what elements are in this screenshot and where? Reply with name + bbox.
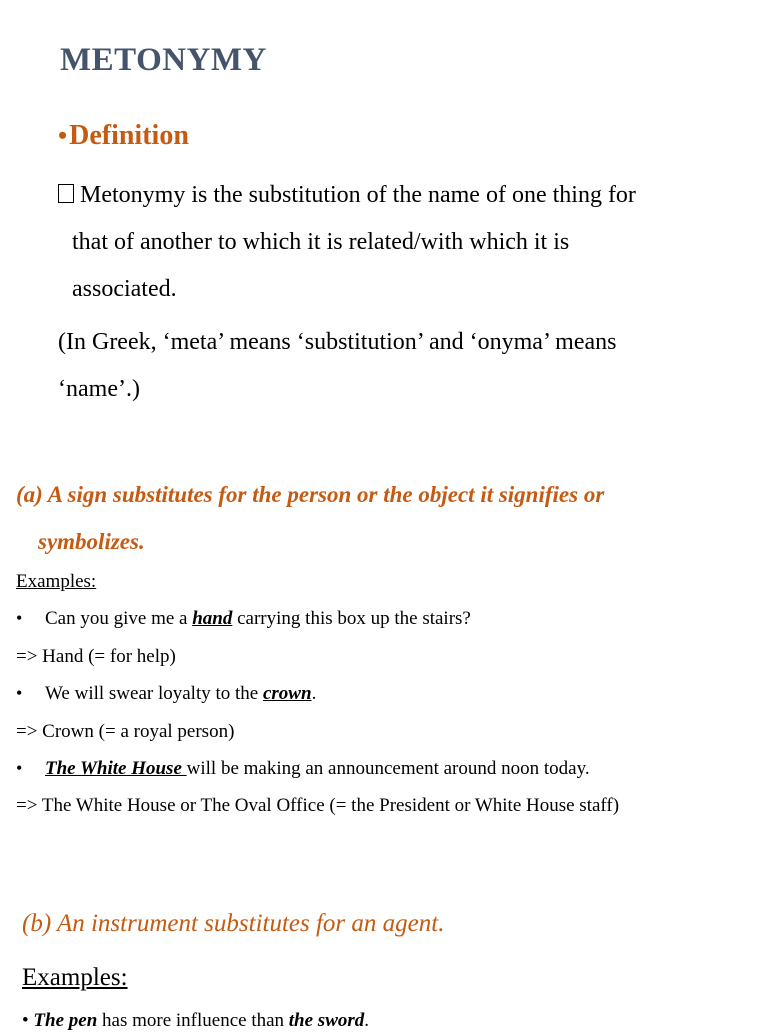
example-a1-key: hand — [192, 608, 233, 629]
section-a-heading-2: symbolizes. — [38, 529, 145, 554]
definition-line-3: associated. — [72, 276, 177, 302]
definition-line-2: that of another to which it is related/with which it is — [72, 229, 570, 255]
greek-line-2: ‘name’.) — [58, 376, 140, 402]
section-a-heading-1: (a) A sign substitutes for the person or the object it signifies or — [16, 482, 605, 507]
example-b1-key-2: the sword — [288, 1010, 365, 1031]
bullet: • — [16, 758, 23, 778]
example-a3-result: => The White House or The Oval Office (= the President or White House staff) — [16, 795, 620, 816]
page-title: METONYMY — [60, 42, 267, 78]
example-a2-post: . — [311, 683, 317, 704]
bullet: • — [22, 1010, 29, 1031]
greek-line-1: (In Greek, ‘meta’ means ‘substitution’ and ‘onyma’ means — [58, 329, 617, 355]
example-a1-result: => Hand (= for help) — [16, 646, 176, 667]
section-b-examples-label: Examples: — [22, 964, 128, 991]
section-b-heading: (b) An instrument substitutes for an agent. — [22, 910, 445, 937]
example-a3 — [0, 758, 768, 782]
example-a2-result: => Crown (= a royal person) — [16, 721, 235, 742]
section-a-examples-label: Examples: — [16, 571, 97, 592]
example-b1-key-1: The pen — [33, 1010, 98, 1031]
bullet: • — [16, 608, 23, 628]
bullet: • — [58, 121, 68, 150]
example-b1 — [22, 1010, 369, 1032]
example-a1-post: carrying this box up the stairs? — [232, 608, 471, 629]
bullet: • — [16, 683, 23, 703]
definition-line-1 — [58, 182, 636, 209]
example-a2-pre: We will swear loyalty to the — [45, 683, 263, 704]
definition-text-1: Metonymy is the substitution of the name of one thing for — [80, 182, 636, 208]
definition-heading: Definition — [69, 120, 189, 151]
example-b1-post: . — [364, 1010, 370, 1031]
example-a2 — [0, 683, 768, 707]
definition-heading-row — [58, 120, 189, 152]
example-a1 — [0, 608, 768, 632]
example-a3-key: The White House — [45, 758, 187, 779]
example-a1-pre: Can you give me a — [45, 608, 193, 629]
example-a3-post: will be making an announcement around noon today. — [186, 758, 590, 779]
example-a2-key: crown — [262, 683, 312, 704]
box-glyph — [58, 184, 74, 203]
example-b1-mid: has more influence than — [97, 1010, 289, 1031]
